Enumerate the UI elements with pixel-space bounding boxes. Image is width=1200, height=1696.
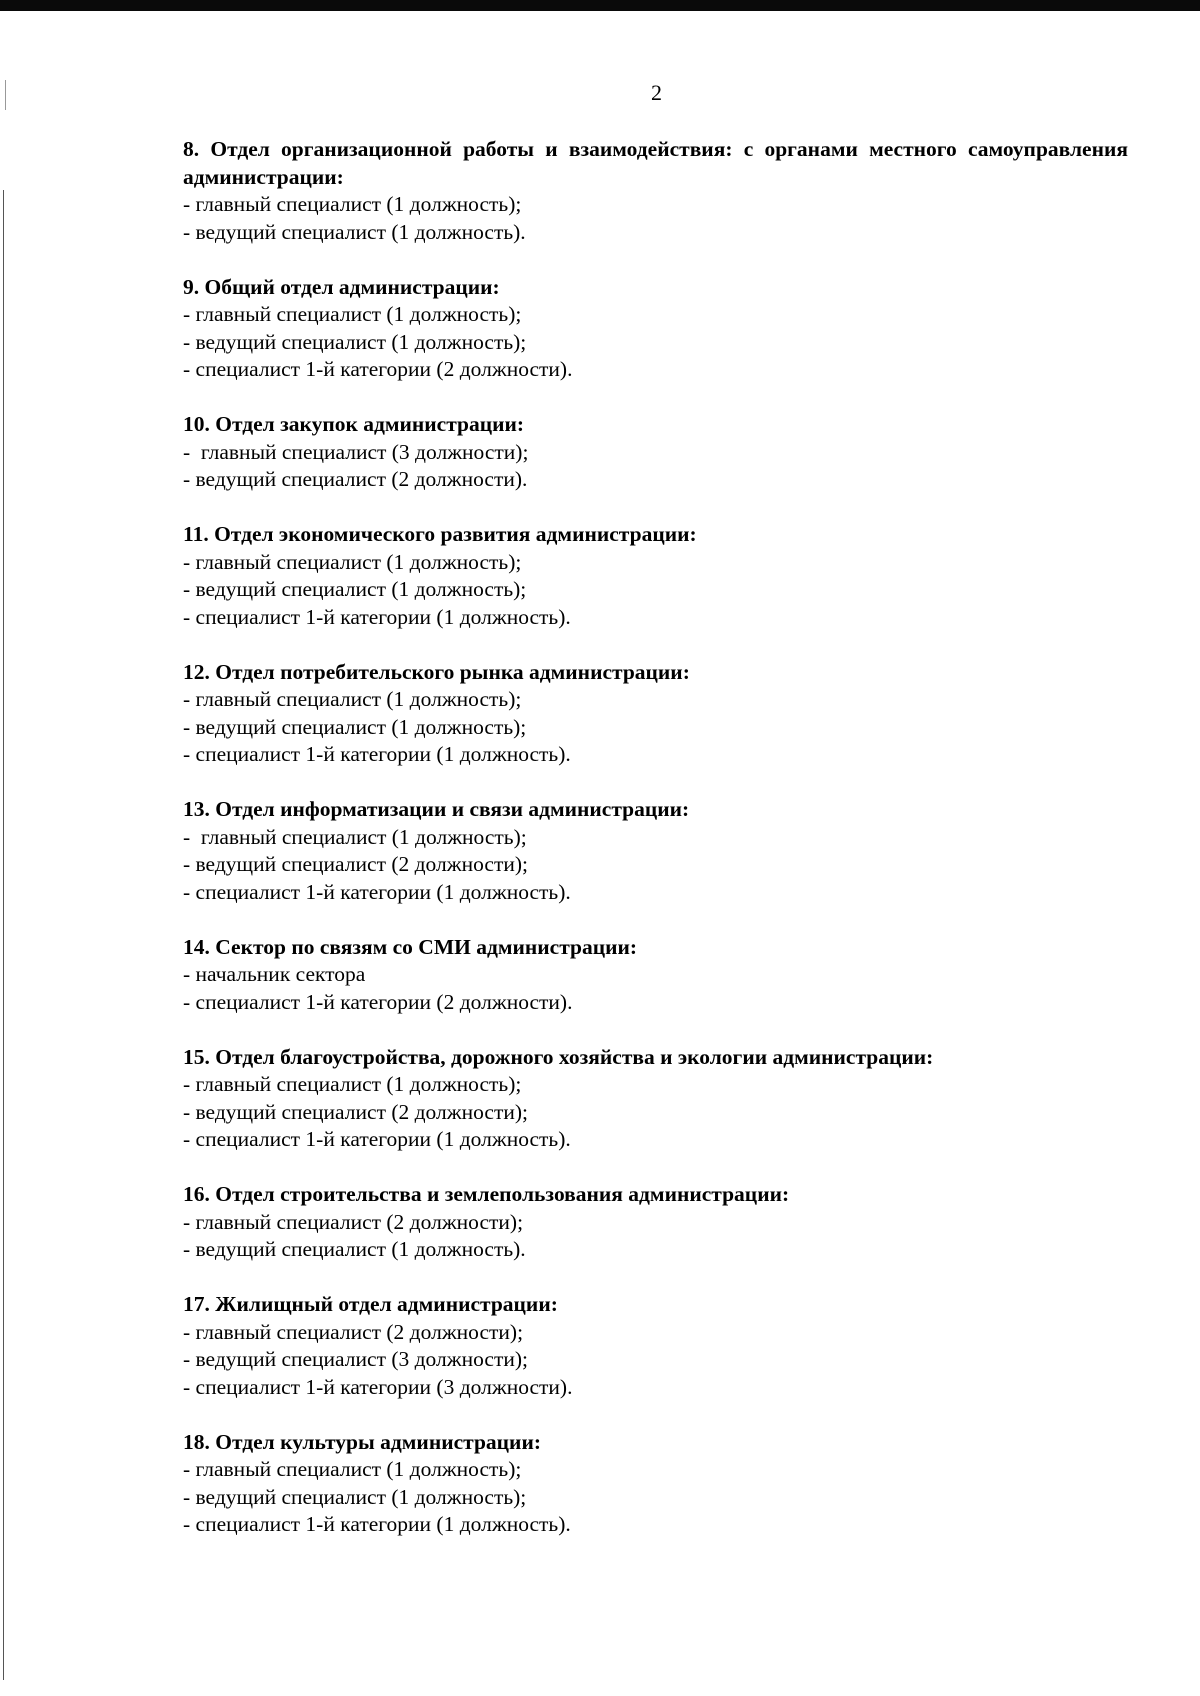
position-item: - ведущий специалист (1 должность).: [183, 1237, 526, 1261]
position-item: - специалист 1-й категории (1 должность).: [183, 879, 571, 904]
position-item: - главный специалист (1 должность);: [183, 1457, 522, 1481]
department-title: 18. Отдел культуры администрации:: [183, 1429, 541, 1454]
position-item: - ведущий специалист (2 должности);: [183, 1099, 528, 1124]
position-item: - ведущий специалист (1 должность);: [183, 577, 527, 601]
position-item: - главный специалист (1 должность);: [183, 302, 522, 326]
department-section: [183, 1044, 1128, 1154]
position-item: - главный специалист (2 должности);: [183, 1209, 524, 1234]
position-item: - ведущий специалист (2 должности);: [183, 852, 528, 876]
position-item: - ведущий специалист (1 должность);: [183, 714, 527, 739]
position-item: - ведущий специалист (1 должность);: [183, 329, 527, 354]
department-title: 16. Отдел строительства и землепользования администрации:: [183, 1182, 790, 1206]
department-title: 9. Общий отдел администрации:: [183, 274, 500, 299]
department-section: [183, 796, 1128, 906]
document-body: [183, 136, 1128, 1566]
department-title: 17. Жилищный отдел администрации:: [183, 1292, 558, 1316]
position-item: - главный специалист (2 должности);: [183, 1319, 524, 1344]
department-section: [183, 1429, 1128, 1539]
department-section: [183, 411, 1128, 494]
position-item: - специалист 1-й категории (2 должности).: [183, 357, 573, 381]
page-number: 2: [651, 80, 662, 105]
department-section: [183, 136, 1128, 246]
department-section: [183, 1181, 1128, 1264]
department-section: [183, 521, 1128, 631]
department-title: 11. Отдел экономического развития администрации:: [183, 522, 697, 546]
department-section: [183, 1291, 1128, 1401]
position-item: - главный специалист (1 должность);: [183, 192, 522, 216]
department-title: 13. Отдел информатизации и связи администрации:: [183, 797, 690, 821]
department-title: 14. Сектор по связям со СМИ администрации:: [183, 934, 638, 959]
position-item: - специалист 1-й категории (3 должности).: [183, 1374, 573, 1399]
position-item: - главный специалист (1 должность);: [183, 824, 527, 849]
position-item: - специалист 1-й категории (1 должность).: [183, 1512, 571, 1536]
department-title: 15. Отдел благоустройства, дорожного хозяйства и экологии администрации:: [183, 1044, 934, 1069]
department-section: [183, 934, 1128, 1017]
position-item: - специалист 1-й категории (1 должность).: [183, 742, 571, 766]
department-title: 12. Отдел потребительского рынка администрации:: [183, 659, 690, 684]
scan-top-border: [0, 0, 1200, 11]
position-item: - главный специалист (1 должность);: [183, 549, 522, 574]
position-item: - ведущий специалист (1 должность);: [183, 1484, 527, 1509]
position-item: - главный специалист (1 должность);: [183, 687, 522, 711]
position-item: - специалист 1-й категории (2 должности).: [183, 989, 573, 1014]
department-title: 8. Отдел организационной работы и взаимодействия: с органами местного самоуправления администрации:: [183, 137, 1128, 189]
department-title: 10. Отдел закупок администрации:: [183, 412, 525, 436]
position-item: - ведущий специалист (2 должности).: [183, 467, 528, 491]
department-section: [183, 274, 1128, 384]
position-item: - начальник сектора: [183, 962, 366, 986]
position-item: - ведущий специалист (3 должности);: [183, 1347, 528, 1371]
scan-left-edge-line: [3, 190, 4, 1680]
position-item: - ведущий специалист (1 должность).: [183, 219, 526, 244]
department-section: [183, 659, 1128, 769]
position-item: - специалист 1-й категории (1 должность).: [183, 1127, 571, 1151]
position-item: - главный специалист (1 должность);: [183, 1072, 522, 1096]
position-item: - главный специалист (3 должности);: [183, 439, 529, 464]
position-item: - специалист 1-й категории (1 должность).: [183, 604, 571, 629]
